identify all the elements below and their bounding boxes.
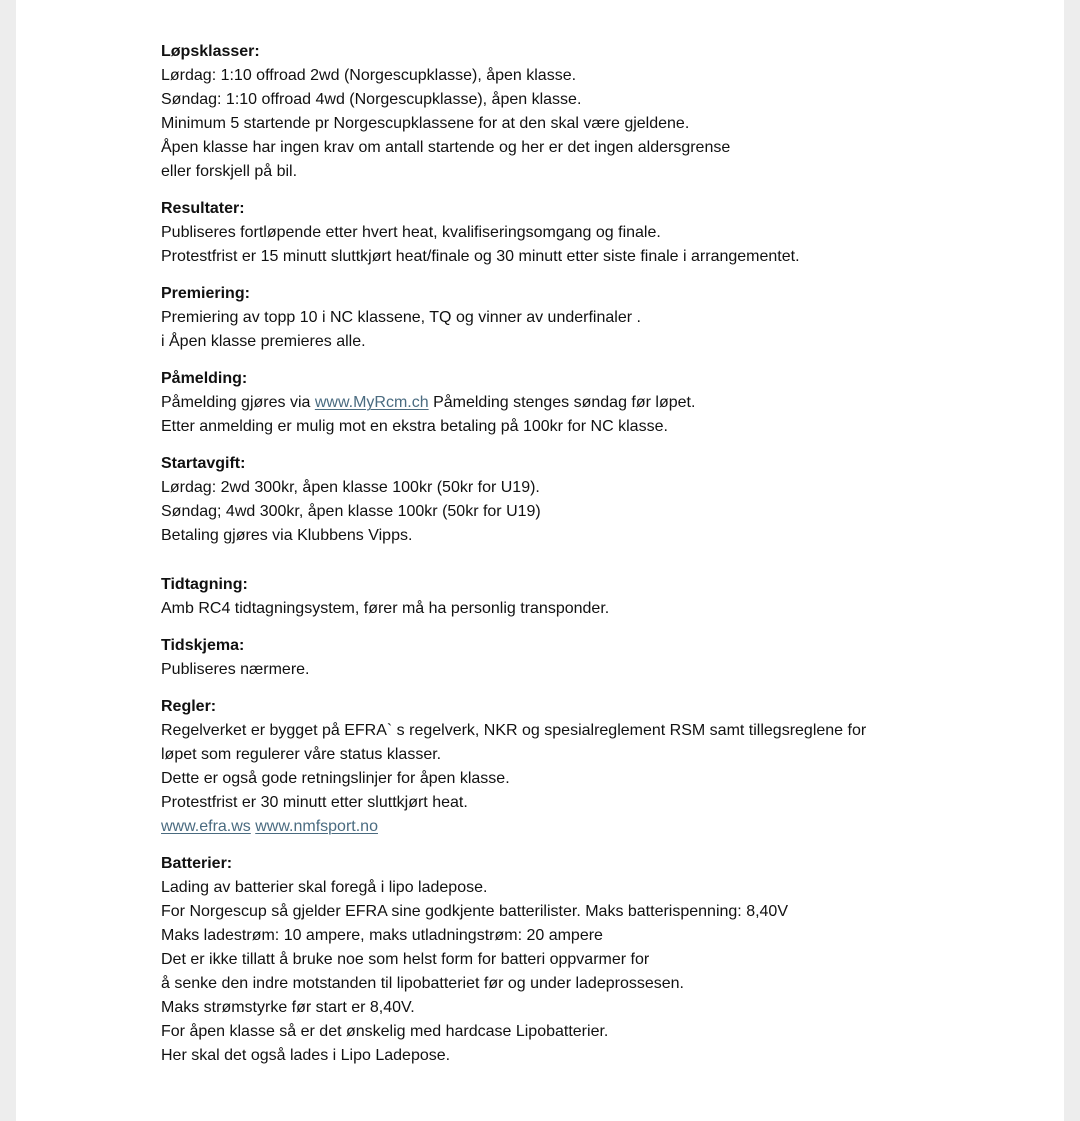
links-line xyxy=(161,815,1041,839)
text-line: Maks ladestrøm: 10 ampere, maks utladningstrøm: 20 ampere xyxy=(161,927,603,944)
text-line: Protestfrist er 15 minutt sluttkjørt heat/finale og 30 minutt etter siste finale i arrangementet. xyxy=(161,248,800,265)
section-heading: Startavgift: xyxy=(161,455,246,472)
text-line: Det er ikke tillatt å bruke noe som helst form for batteri oppvarmer for xyxy=(161,951,650,968)
text-line: Premiering av topp 10 i NC klassene, TQ og vinner av underfinaler . xyxy=(161,309,641,326)
efra-link[interactable]: www.efra.ws xyxy=(161,818,251,835)
text-line: Etter anmelding er mulig mot en ekstra betaling på 100kr for NC klasse. xyxy=(161,418,668,435)
text-line: Betaling gjøres via Klubbens Vipps. xyxy=(161,527,413,544)
section-heading: Tidskjema: xyxy=(161,637,245,654)
document-content xyxy=(161,40,1041,1081)
section-heading: Batterier: xyxy=(161,855,233,872)
text-line: For Norgescup så gjelder EFRA sine godkjente batterilister. Maks batterispenning: 8,40V xyxy=(161,903,788,920)
section-premiering xyxy=(161,282,1041,354)
text-line: Amb RC4 tidtagningsystem, fører må ha personlig transponder. xyxy=(161,600,610,617)
text-line: eller forskjell på bil. xyxy=(161,163,298,180)
text-line: Maks strømstyrke før start er 8,40V. xyxy=(161,999,415,1016)
section-heading: Påmelding: xyxy=(161,370,248,387)
text-line: Søndag: 1:10 offroad 4wd (Norgescupklasse), åpen klasse. xyxy=(161,91,582,108)
section-pamelding xyxy=(161,367,1041,439)
text-line: Lørdag: 2wd 300kr, åpen klasse 100kr (50kr for U19). xyxy=(161,479,540,496)
myrcm-link[interactable]: www.MyRcm.ch xyxy=(314,394,429,411)
text-line: Protestfrist er 30 minutt etter sluttkjørt heat. xyxy=(161,794,468,811)
text-line: i Åpen klasse premieres alle. xyxy=(161,333,366,350)
text-line: Lading av batterier skal foregå i lipo ladepose. xyxy=(161,879,488,896)
text-line xyxy=(161,391,1041,415)
section-heading: Premiering: xyxy=(161,285,250,302)
text-line: Dette er også gode retningslinjer for åpen klasse. xyxy=(161,770,510,787)
text-fragment: Påmelding gjøres via xyxy=(161,394,315,411)
text-line: Minimum 5 startende pr Norgescupklassene for at den skal være gjeldene. xyxy=(161,115,690,132)
section-lopsklasser xyxy=(161,40,1041,184)
text-line: Søndag; 4wd 300kr, åpen klasse 100kr (50kr for U19) xyxy=(161,503,541,520)
text-line: For åpen klasse så er det ønskelig med hardcase Lipobatterier. xyxy=(161,1023,609,1040)
text-line: Lørdag: 1:10 offroad 2wd (Norgescupklasse), åpen klasse. xyxy=(161,67,577,84)
section-heading: Løpsklasser: xyxy=(161,43,260,60)
section-resultater xyxy=(161,197,1041,269)
nmfsport-link[interactable]: www.nmfsport.no xyxy=(255,818,378,835)
section-tidskjema xyxy=(161,634,1041,682)
text-line: Publiseres fortløpende etter hvert heat, kvalifiseringsomgang og finale. xyxy=(161,224,661,241)
section-tidtagning xyxy=(161,573,1041,621)
section-batterier xyxy=(161,852,1041,1068)
document-page xyxy=(16,0,1064,1121)
section-heading: Tidtagning: xyxy=(161,576,248,593)
text-line: Regelverket er bygget på EFRA` s regelverk, NKR og spesialreglement RSM samt tillegsreglene for xyxy=(161,722,867,739)
section-startavgift xyxy=(161,452,1041,548)
section-heading: Resultater: xyxy=(161,200,245,217)
section-heading: Regler: xyxy=(161,698,217,715)
text-fragment: Påmelding stenges søndag før løpet. xyxy=(428,394,696,411)
text-line: løpet som regulerer våre status klasser. xyxy=(161,746,442,763)
text-line: Her skal det også lades i Lipo Ladepose. xyxy=(161,1047,451,1064)
text-line: Åpen klasse har ingen krav om antall startende og her er det ingen aldersgrense xyxy=(161,139,731,156)
text-line: Publiseres nærmere. xyxy=(161,661,310,678)
text-line: å senke den indre motstanden til lipobatteriet før og under ladeprossesen. xyxy=(161,975,684,992)
section-regler xyxy=(161,695,1041,839)
